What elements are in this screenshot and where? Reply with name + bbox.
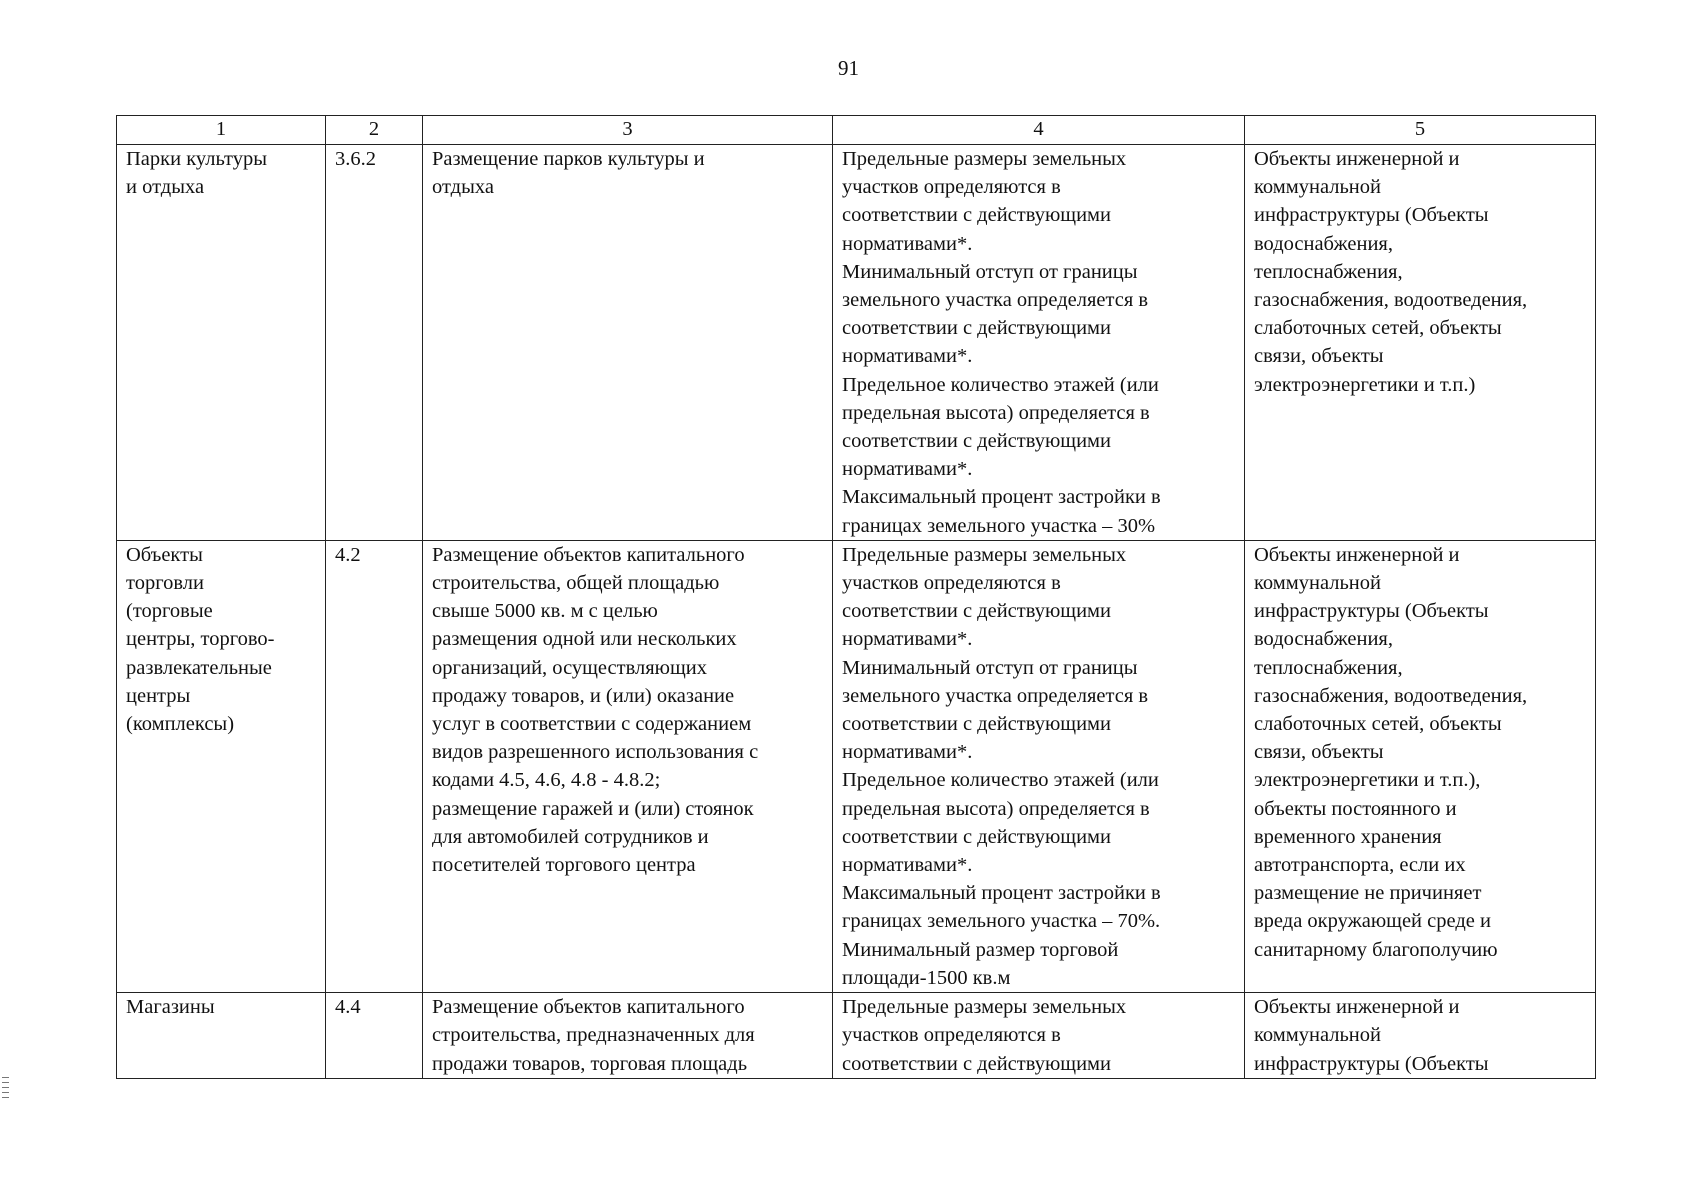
parameters-line: границах земельного участка – 30%: [842, 514, 1156, 537]
scan-mark: [2, 1077, 9, 1078]
land-use-name-line: и отдыха: [126, 176, 205, 199]
parameters-line: участков определяются в: [842, 1024, 1061, 1047]
land-use-name-line: Объекты: [126, 543, 203, 566]
column-header-1: 1: [117, 116, 326, 145]
parameters-line: нормативами*.: [842, 741, 973, 764]
auxiliary-uses-line: инфраструктуры (Объекты: [1254, 204, 1489, 227]
parameters-cell: [833, 540, 1245, 992]
parameters-line: участков определяются в: [842, 572, 1061, 595]
parameters-line: соответствии с действующими: [842, 825, 1111, 848]
auxiliary-uses-line: размещение не причиняет: [1254, 882, 1482, 905]
parameters-line: Максимальный процент застройки в: [842, 882, 1161, 905]
auxiliary-uses-line: слаботочных сетей, объекты: [1254, 317, 1502, 340]
auxiliary-uses-line: Объекты инженерной и: [1254, 543, 1460, 566]
parameters-line: предельная высота) определяется в: [842, 401, 1150, 424]
parameters-line: участков определяются в: [842, 176, 1061, 199]
land-use-table: [116, 115, 1596, 1079]
parameters-line: земельного участка определяется в: [842, 289, 1149, 312]
auxiliary-uses-line: теплоснабжения,: [1254, 260, 1403, 283]
parameters-line: Предельные размеры земельных: [842, 996, 1127, 1019]
auxiliary-uses-cell: [1245, 993, 1596, 1079]
land-use-code: 3.6.2: [335, 148, 376, 170]
land-use-name-line: развлекательные: [126, 656, 272, 679]
scan-mark: [2, 1097, 9, 1098]
parameters-line: Предельное количество этажей (или: [842, 373, 1159, 396]
parameters-line: границах земельного участка – 70%.: [842, 910, 1161, 933]
description-line: строительства, предназначенных для: [432, 1024, 755, 1047]
auxiliary-uses-line: теплоснабжения,: [1254, 656, 1403, 679]
auxiliary-uses-line: коммунальной: [1254, 176, 1381, 199]
column-header-4: 4: [833, 116, 1245, 145]
parameters-line: нормативами*.: [842, 628, 973, 651]
description-line: посетителей торгового центра: [432, 854, 696, 877]
land-use-name-line: центры, торгово-: [126, 628, 275, 651]
land-use-name-cell: [117, 145, 326, 541]
auxiliary-uses-line: водоснабжения,: [1254, 628, 1393, 651]
auxiliary-uses-line: инфраструктуры (Объекты: [1254, 1052, 1489, 1075]
parameters-line: Минимальный отступ от границы: [842, 656, 1138, 679]
land-use-code-cell: [326, 145, 423, 541]
description-line: кодами 4.5, 4.6, 4.8 - 4.8.2;: [432, 769, 661, 792]
description-cell: [423, 540, 833, 992]
description-line: услуг в соответствии с содержанием: [432, 713, 752, 736]
table-body: [117, 145, 1596, 1079]
table-row: [117, 993, 1596, 1079]
description-line: Размещение объектов капитального: [432, 543, 745, 566]
auxiliary-uses-line: автотранспорта, если их: [1254, 854, 1466, 877]
land-use-code-cell: [326, 993, 423, 1079]
parameters-cell: [833, 145, 1245, 541]
parameters-line: нормативами*.: [842, 232, 973, 255]
auxiliary-uses-line: вреда окружающей среде и: [1254, 910, 1491, 933]
land-use-name-line: (комплексы): [126, 713, 235, 736]
land-use-name-cell: [117, 540, 326, 992]
parameters-line: предельная высота) определяется в: [842, 797, 1150, 820]
land-use-name-line: Магазины: [126, 996, 215, 1019]
description-line: видов разрешенного использования с: [432, 741, 759, 764]
auxiliary-uses-line: водоснабжения,: [1254, 232, 1393, 255]
column-header-3: 3: [423, 116, 833, 145]
scan-mark: [2, 1082, 9, 1083]
auxiliary-uses-line: Объекты инженерной и: [1254, 148, 1460, 170]
description-line: организаций, осуществляющих: [432, 656, 707, 679]
parameters-cell: [833, 993, 1245, 1079]
parameters-line: соответствии с действующими: [842, 713, 1111, 736]
auxiliary-uses-line: связи, объекты: [1254, 741, 1384, 764]
description-line: отдыха: [432, 176, 494, 199]
header-row: [117, 116, 1596, 145]
parameters-line: соответствии с действующими: [842, 1052, 1111, 1075]
parameters-line: Минимальный размер торговой: [842, 938, 1119, 961]
auxiliary-uses-line: инфраструктуры (Объекты: [1254, 600, 1489, 623]
auxiliary-uses-cell: [1245, 540, 1596, 992]
description-line: продажу товаров, и (или) оказание: [432, 684, 735, 707]
description-line: продажи товаров, торговая площадь: [432, 1052, 748, 1075]
description-line: размещение гаражей и (или) стоянок: [432, 797, 754, 820]
description-line: для автомобилей сотрудников и: [432, 825, 709, 848]
parameters-line: земельного участка определяется в: [842, 684, 1149, 707]
parameters-line: соответствии с действующими: [842, 204, 1111, 227]
auxiliary-uses-line: связи, объекты: [1254, 345, 1384, 368]
parameters-line: Предельное количество этажей (или: [842, 769, 1159, 792]
description-line: свыше 5000 кв. м с целью: [432, 600, 658, 623]
parameters-line: нормативами*.: [842, 854, 973, 877]
description-line: строительства, общей площадью: [432, 572, 720, 595]
parameters-line: нормативами*.: [842, 345, 973, 368]
auxiliary-uses-line: газоснабжения, водоотведения,: [1254, 289, 1528, 312]
auxiliary-uses-line: слаботочных сетей, объекты: [1254, 713, 1502, 736]
parameters-line: соответствии с действующими: [842, 317, 1111, 340]
parameters-line: Предельные размеры земельных: [842, 148, 1127, 170]
column-header-5: 5: [1245, 116, 1596, 145]
auxiliary-uses-line: Объекты инженерной и: [1254, 996, 1460, 1019]
parameters-line: соответствии с действующими: [842, 430, 1111, 453]
land-use-code: 4.2: [335, 543, 361, 566]
table-row: [117, 145, 1596, 541]
land-use-name-cell: [117, 993, 326, 1079]
description-line: размещения одной или нескольких: [432, 628, 737, 651]
auxiliary-uses-line: газоснабжения, водоотведения,: [1254, 684, 1528, 707]
auxiliary-uses-line: объекты постоянного и: [1254, 797, 1457, 820]
description-line: Размещение парков культуры и: [432, 148, 705, 170]
land-use-name-line: центры: [126, 684, 191, 707]
land-use-name-line: (торговые: [126, 600, 213, 623]
column-header-2: 2: [326, 116, 423, 145]
description-line: Размещение объектов капитального: [432, 996, 745, 1019]
parameters-line: Максимальный процент застройки в: [842, 486, 1161, 509]
parameters-line: площади-1500 кв.м: [842, 966, 1011, 989]
auxiliary-uses-line: электроэнергетики и т.п.): [1254, 373, 1476, 396]
parameters-line: Минимальный отступ от границы: [842, 260, 1138, 283]
land-use-code: 4.4: [335, 996, 361, 1019]
parameters-line: нормативами*.: [842, 458, 973, 481]
land-use-code-cell: [326, 540, 423, 992]
description-cell: [423, 145, 833, 541]
page-number: 91: [838, 56, 859, 80]
auxiliary-uses-line: коммунальной: [1254, 1024, 1381, 1047]
auxiliary-uses-line: коммунальной: [1254, 572, 1381, 595]
parameters-line: Предельные размеры земельных: [842, 543, 1127, 566]
parameters-line: соответствии с действующими: [842, 600, 1111, 623]
auxiliary-uses-line: санитарному благополучию: [1254, 938, 1498, 961]
auxiliary-uses-cell: [1245, 145, 1596, 541]
auxiliary-uses-line: временного хранения: [1254, 825, 1442, 848]
description-cell: [423, 993, 833, 1079]
auxiliary-uses-line: электроэнергетики и т.п.),: [1254, 769, 1481, 792]
scan-mark: [2, 1087, 9, 1088]
land-use-name-line: торговли: [126, 572, 204, 595]
scan-mark: [2, 1092, 9, 1093]
table-row: [117, 540, 1596, 992]
land-use-name-line: Парки культуры: [126, 148, 267, 170]
